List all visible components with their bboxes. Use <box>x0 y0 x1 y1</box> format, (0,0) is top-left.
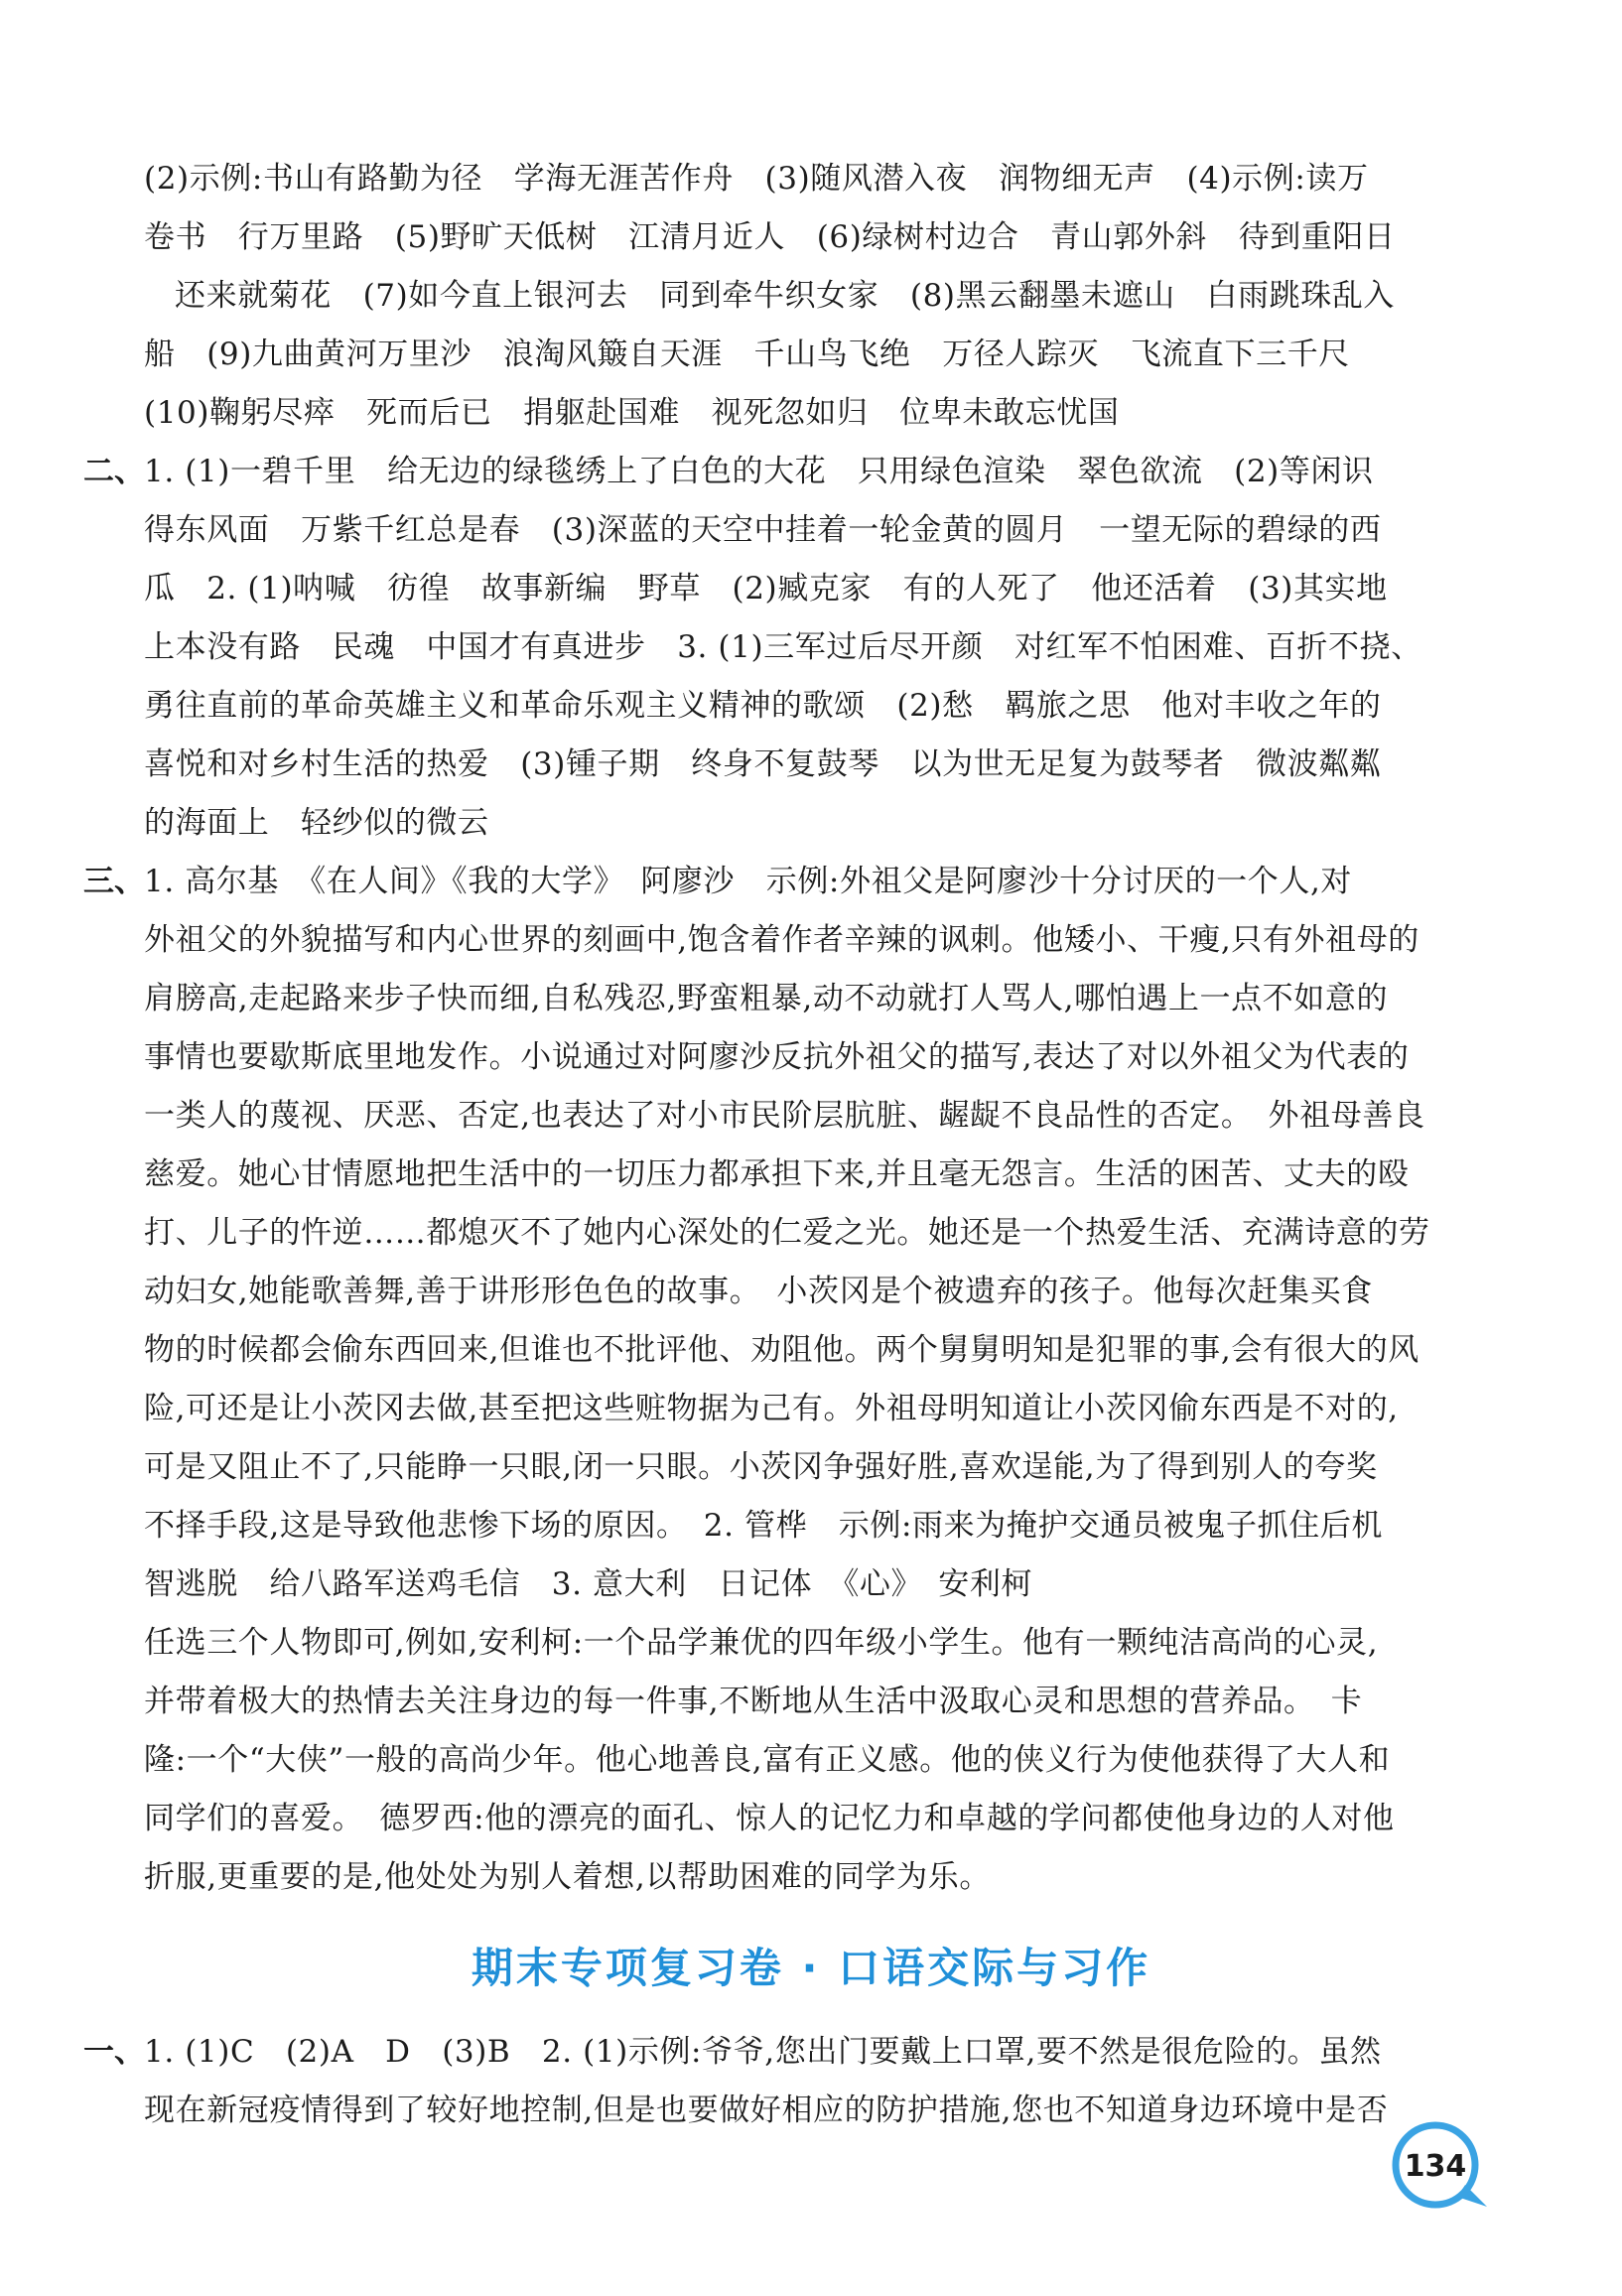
text-line: 折服,更重要的是,他处处为别人着想,以帮助困难的同学为乐。 <box>144 1859 991 1895</box>
text-line: (2)示例:书山有路勤为径 学海无涯苦作舟 (3)随风潜入夜 润物细无声 (4)示例:读万 <box>144 161 1369 197</box>
text-line: 动妇女,她能歌善舞,善于讲形形色色的故事。 小茨冈是个被遗弃的孩子。他每次赶集买食 <box>144 1274 1373 1309</box>
text-line: 打、儿子的忤逆……都熄灭不了她内心深处的仁爱之光。她还是一个热爱生活、充满诗意的劳 <box>144 1215 1430 1251</box>
text-line: 1. (1)C (2)A D (3)B 2. (1)示例:爷爷,您出门要戴上口罩,要不然是很危险的。虽然 <box>144 2034 1382 2070</box>
text-line: 卷书 行万里路 (5)野旷天低树 江清月近人 (6)绿树村边合 青山郭外斜 待到重阳日 <box>144 219 1396 255</box>
text-line: 一类人的蔑视、厌恶、否定,也表达了对小市民阶层肮脏、龌龊不良品性的否定。 外祖母善良 <box>144 1098 1425 1134</box>
text-line: 还来就菊花 (7)如今直上银河去 同到牵牛织女家 (8)黑云翻墨未遮山 白雨跳珠乱入 <box>175 278 1396 314</box>
page-number-badge <box>1390 2119 1497 2215</box>
text-line: 可是又阻止不了,只能睁一只眼,闭一只眼。小茨冈争强好胜,喜欢逞能,为了得到别人的夸奖 <box>144 1449 1378 1485</box>
text-line: 并带着极大的热情去关注身边的每一件事,不断地从生活中汲取心灵和思想的营养品。 卡 <box>144 1684 1363 1719</box>
text-line: 慈爱。她心甘情愿地把生活中的一切压力都承担下来,并且毫无怨言。生活的困苦、丈夫的殴 <box>144 1156 1410 1192</box>
text-line: 瓜 2. (1)呐喊 彷徨 故事新编 野草 (2)臧克家 有的人死了 他还活着 (3)其实地 <box>144 571 1388 607</box>
text-line: 1. 高尔基 《在人间》《我的大学》 阿廖沙 示例:外祖父是阿廖沙十分讨厌的一个人,对 <box>144 864 1353 899</box>
text-line: 不择手段,这是导致他悲惨下场的原因。 2. 管桦 示例:雨来为掩护交通员被鬼子抓住后机 <box>144 1508 1384 1544</box>
text-line: 物的时候都会偷东西回来,但谁也不批评他、劝阻他。两个舅舅明知是犯罪的事,会有很大的风 <box>144 1332 1419 1368</box>
page-number: 134 <box>1404 2149 1467 2184</box>
section-marker-1: 一、 <box>83 2034 145 2070</box>
text-line: 智逃脱 给八路军送鸡毛信 3. 意大利 日记体 《心》 安利柯 <box>144 1566 1033 1602</box>
text-line: 同学们的喜爱。 德罗西:他的漂亮的面孔、惊人的记忆力和卓越的学问都使他身边的人对他 <box>144 1801 1395 1836</box>
text-line: (10)鞠躬尽瘁 死而后已 捐躯赴国难 视死忽如归 位卑未敢忘忧国 <box>144 395 1120 431</box>
text-line: 事情也要歇斯底里地发作。小说通过对阿廖沙反抗外祖父的描写,表达了对以外祖父为代表的 <box>144 1039 1410 1075</box>
text-line: 隆:一个“大侠”一般的高尚少年。他心地善良,富有正义感。他的侠义行为使他获得了大人和 <box>144 1742 1391 1778</box>
text-line: 勇往直前的革命英雄主义和革命乐观主义精神的歌颂 (2)愁 羁旅之思 他对丰收之年的 <box>144 688 1382 724</box>
text-line: 肩膀高,走起路来步子快而细,自私残忍,野蛮粗暴,动不动就打人骂人,哪怕遇上一点不如意的 <box>144 981 1389 1016</box>
text-line: 上本没有路 民魂 中国才有真进步 3. (1)三军过后尽开颜 对红军不怕困难、百折不挠、 <box>144 629 1422 665</box>
text-line: 险,可还是让小茨冈去做,甚至把这些赃物据为己有。外祖母明知道让小茨冈偷东西是不对的, <box>144 1391 1399 1426</box>
text-line: 船 (9)九曲黄河万里沙 浪淘风簸自天涯 千山鸟飞绝 万径人踪灭 飞流直下三千尺 <box>144 337 1350 372</box>
section-marker-2: 二、 <box>83 454 145 489</box>
text-line: 外祖父的外貌描写和内心世界的刻画中,饱含着作者辛辣的讽刺。他矮小、干瘦,只有外祖母的 <box>144 922 1419 958</box>
text-line: 喜悦和对乡村生活的热爱 (3)锺子期 终身不复鼓琴 以为世无足复为鼓琴者 微波粼粼 <box>144 746 1382 782</box>
section-marker-3: 三、 <box>83 864 145 899</box>
text-line: 的海面上 轻纱似的微云 <box>144 805 489 841</box>
text-line: 得东风面 万紫千红总是春 (3)深蓝的天空中挂着一轮金黄的圆月 一望无际的碧绿的西 <box>144 512 1382 548</box>
text-line: 现在新冠疫情得到了较好地控制,但是也要做好相应的防护措施,您也不知道身边环境中是否 <box>144 2093 1389 2128</box>
text-line: 任选三个人物即可,例如,安利柯:一个品学兼优的四年级小学生。他有一颗纯洁高尚的心灵, <box>144 1625 1379 1661</box>
section-title: 期末专项复习卷 · 口语交际与习作 <box>471 1944 1151 1992</box>
text-line: 1. (1)一碧千里 给无边的绿毯绣上了白色的大花 只用绿色渲染 翠色欲流 (2)等闲识 <box>144 454 1374 489</box>
